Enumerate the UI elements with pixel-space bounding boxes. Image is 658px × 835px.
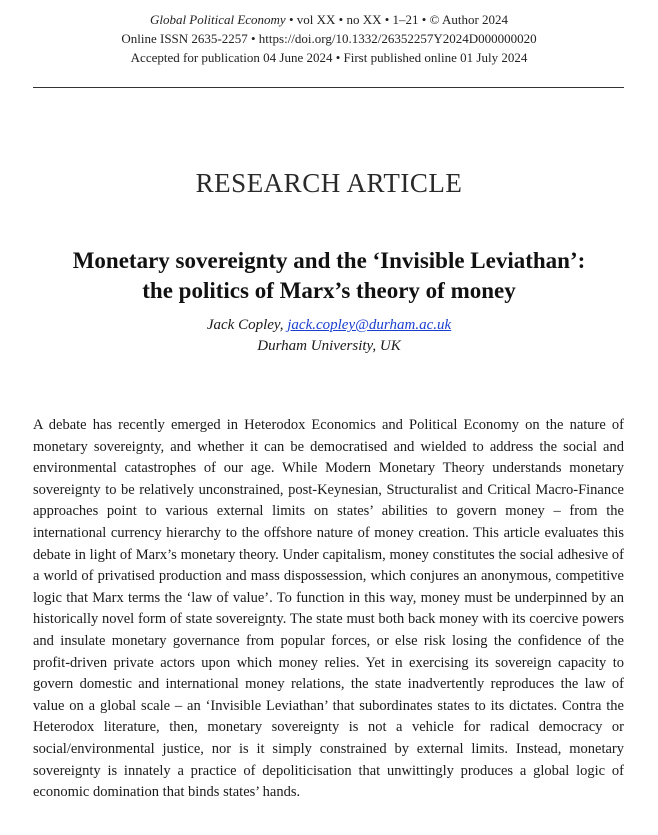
- author-email-link[interactable]: jack.copley@durham.ac.uk: [287, 317, 452, 333]
- author-name: Jack Copley,: [206, 317, 288, 333]
- author-block: [0, 315, 658, 357]
- header-divider: [33, 87, 624, 88]
- author-affiliation: Durham University, UK: [257, 338, 401, 354]
- header-line-3: Accepted for publication 04 June 2024 • First published online 01 July 2024: [130, 50, 528, 65]
- title-line-2: the politics of Marx’s theory of money: [142, 278, 516, 303]
- header-line-1: [0, 10, 658, 29]
- section-label: RESEARCH ARTICLE: [195, 168, 463, 198]
- abstract: [33, 415, 624, 804]
- issue-info: • vol XX • no XX • 1–21 • © Author 2024: [285, 12, 509, 27]
- title-line-1: Monetary sovereignty and the ‘Invisible Leviathan’:: [72, 248, 586, 273]
- article-title: [20, 246, 638, 306]
- abstract-text: A debate has recently emerged in Heterodox Economics and Political Economy on the nature of monetary sovereignty, and whether it can be democratised and wielded to address the social and environmental catastrophes of our age. While Modern Monetary Theory understands monetary sovereignty to be relatively unconstrained, post-Keynesian, Structuralist and Critical Macro-Finance approaches point to various external limits on states’ abilities to govern money – from the international currency hierarchy to the offshore nature of money creation. This article evaluates this debate in light of Marx’s monetary theory. Under capitalism, money constitutes the social adhesive of a world of privatised production and mass dispossession, which conjures an anonymous, competitive logic that Marx terms the ‘law of value’. To function in this way, money must be underpinned by an historically novel form of state sovereignty. The state must both back money with its coercive powers and insulate monetary governance from popular forces, or else risk losing the confidence of the profit-driven private actors upon which money relies. Yet in exercising its sovereign capacity to govern domestic and international money relations, the state inadvertently reproduces the law of value on a global scale – an ‘Invisible Leviathan’ that subordinates states to its dictates. Contra the Heterodox literature, then, monetary sovereignty is not a vehicle for radical democracy or social/environmental justice, nor is it simply constrained by external limits. Instead, monetary sovereignty is innately a practice of depoliticisation that unwittingly produces a global logic of economic domination that binds states’ hands.: [33, 417, 624, 801]
- journal-name: Global Political Economy: [149, 12, 286, 27]
- author-line: [0, 315, 658, 336]
- journal-header: [0, 10, 658, 67]
- header-line-2: Online ISSN 2635-2257 • https://doi.org/10.1332/26352257Y2024D000000020: [121, 31, 537, 46]
